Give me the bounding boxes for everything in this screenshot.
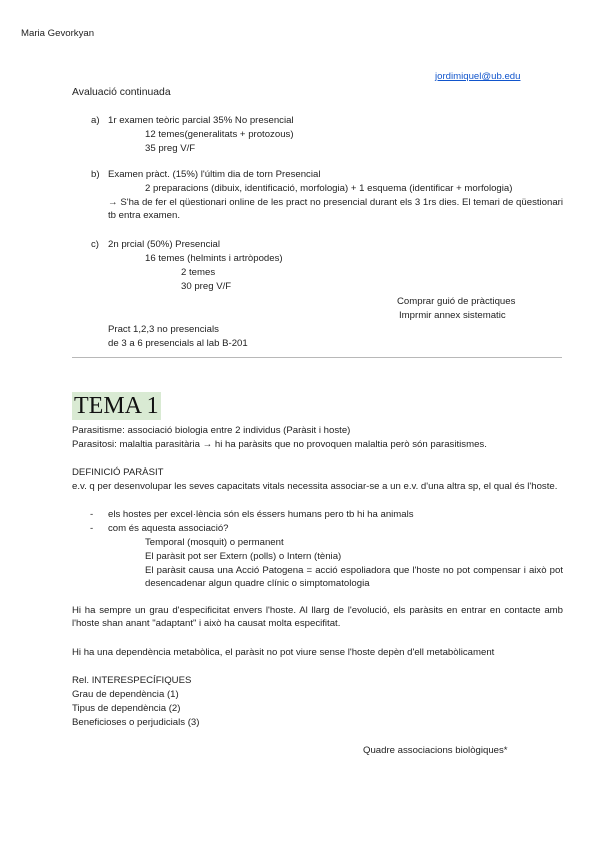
rel-item-3: Beneficioses o perjudicials (3)	[72, 717, 200, 728]
author-name: Maria Gevorkyan	[21, 28, 95, 39]
page-title: Avaluació continuada	[72, 87, 171, 98]
bullet-dash: -	[90, 509, 94, 520]
email-link[interactable]: jordimiquel@ub.edu	[435, 71, 521, 82]
item-a-line: 1r examen teòric parcial 35% No presencial	[108, 115, 294, 126]
item-a-sub2: 35 preg V/F	[145, 143, 196, 154]
quadre-note: Quadre associacions biològiques*	[363, 745, 508, 756]
especificitat-paragraph: Hi ha sempre un grau d'especificitat envers l'hoste. Al llarg de l'evolució, els paràsits en entrar en contacte amb l'hoste shan anant "adaptant" i això ha causat molta especifitat.	[72, 605, 563, 629]
item-c-sub1: 16 temes (helmints i artròpodes)	[145, 253, 283, 264]
parasitisme-definition: Parasitisme: associació biologia entre 2 individus (Paràsit i hoste)	[72, 425, 351, 436]
pract-line-2: de 3 a 6 presencials al lab B-201	[108, 338, 248, 349]
note-imprimir: Imprmir annex sistematic	[399, 310, 506, 321]
item-c-sub3: 30 preg V/F	[181, 281, 232, 292]
item-b-sub1: 2 preparacions (dibuix, identificació, morfologia) + 1 esquema (identificar + morfologia)	[145, 183, 513, 194]
bullet-associacio: com és aquesta associació?	[108, 523, 229, 534]
item-c-line: 2n prcial (50%) Presencial	[108, 239, 220, 250]
bullet-hostes: els hostes per excel·lència són els éssers humans pero tb hi ha animals	[108, 509, 414, 520]
rel-heading: Rel. INTERESPECÍFIQUES	[72, 675, 192, 686]
definicio-text: e.v. q per desenvolupar les seves capacitats vitals necessita associar-se a un e.v. d'una altra sp, el qual és l'hoste.	[72, 481, 558, 492]
note-comprar: Comprar guió de pràctiques	[397, 296, 516, 307]
bullet-dash: -	[90, 523, 94, 534]
parasitosi-definition: Parasitosi: malaltia parasitària → hi ha paràsits que no provoquen malaltia però són parasitismes.	[72, 439, 487, 450]
tema-heading: TEMA 1	[74, 393, 159, 419]
item-b-marker: b)	[91, 169, 100, 180]
item-b-line: Examen pràct. (15%) l'últim dia de torn Presencial	[108, 169, 321, 180]
rel-item-1: Grau de dependència (1)	[72, 689, 179, 700]
item-c-marker: c)	[91, 239, 99, 250]
assoc-extern-intern: El paràsit pot ser Extern (polls) o Intern (tènia)	[145, 551, 342, 562]
item-a-sub1: 12 temes(generalitats + protozous)	[145, 129, 294, 140]
item-c-sub2: 2 temes	[181, 267, 216, 278]
pract-line-1: Pract 1,2,3 no presencials	[108, 324, 219, 335]
horizontal-divider	[72, 357, 562, 358]
accio-patogena: El paràsit causa una Acció Patogena = acció espoliadora que l'hoste no pot compensar i això pot desencadenar algun quadre clínic o simptomatologia	[145, 565, 563, 589]
dependencia-paragraph: Hi ha una dependència metabòlica, el paràsit no pot viure sense l'hoste depèn d'ell metabòlicament	[72, 647, 495, 658]
rel-item-2: Tipus de dependència (2)	[72, 703, 181, 714]
definicio-heading: DEFINICIÓ PARÀSIT	[72, 467, 164, 478]
item-a-marker: a)	[91, 115, 100, 126]
item-b-note: → S'ha de fer el qüestionari online de les pract no presencial durant els 3 1rs dies. El temari de qüestionari tb entra examen.	[108, 197, 563, 221]
assoc-temporal: Temporal (mosquit) o permanent	[145, 537, 284, 548]
